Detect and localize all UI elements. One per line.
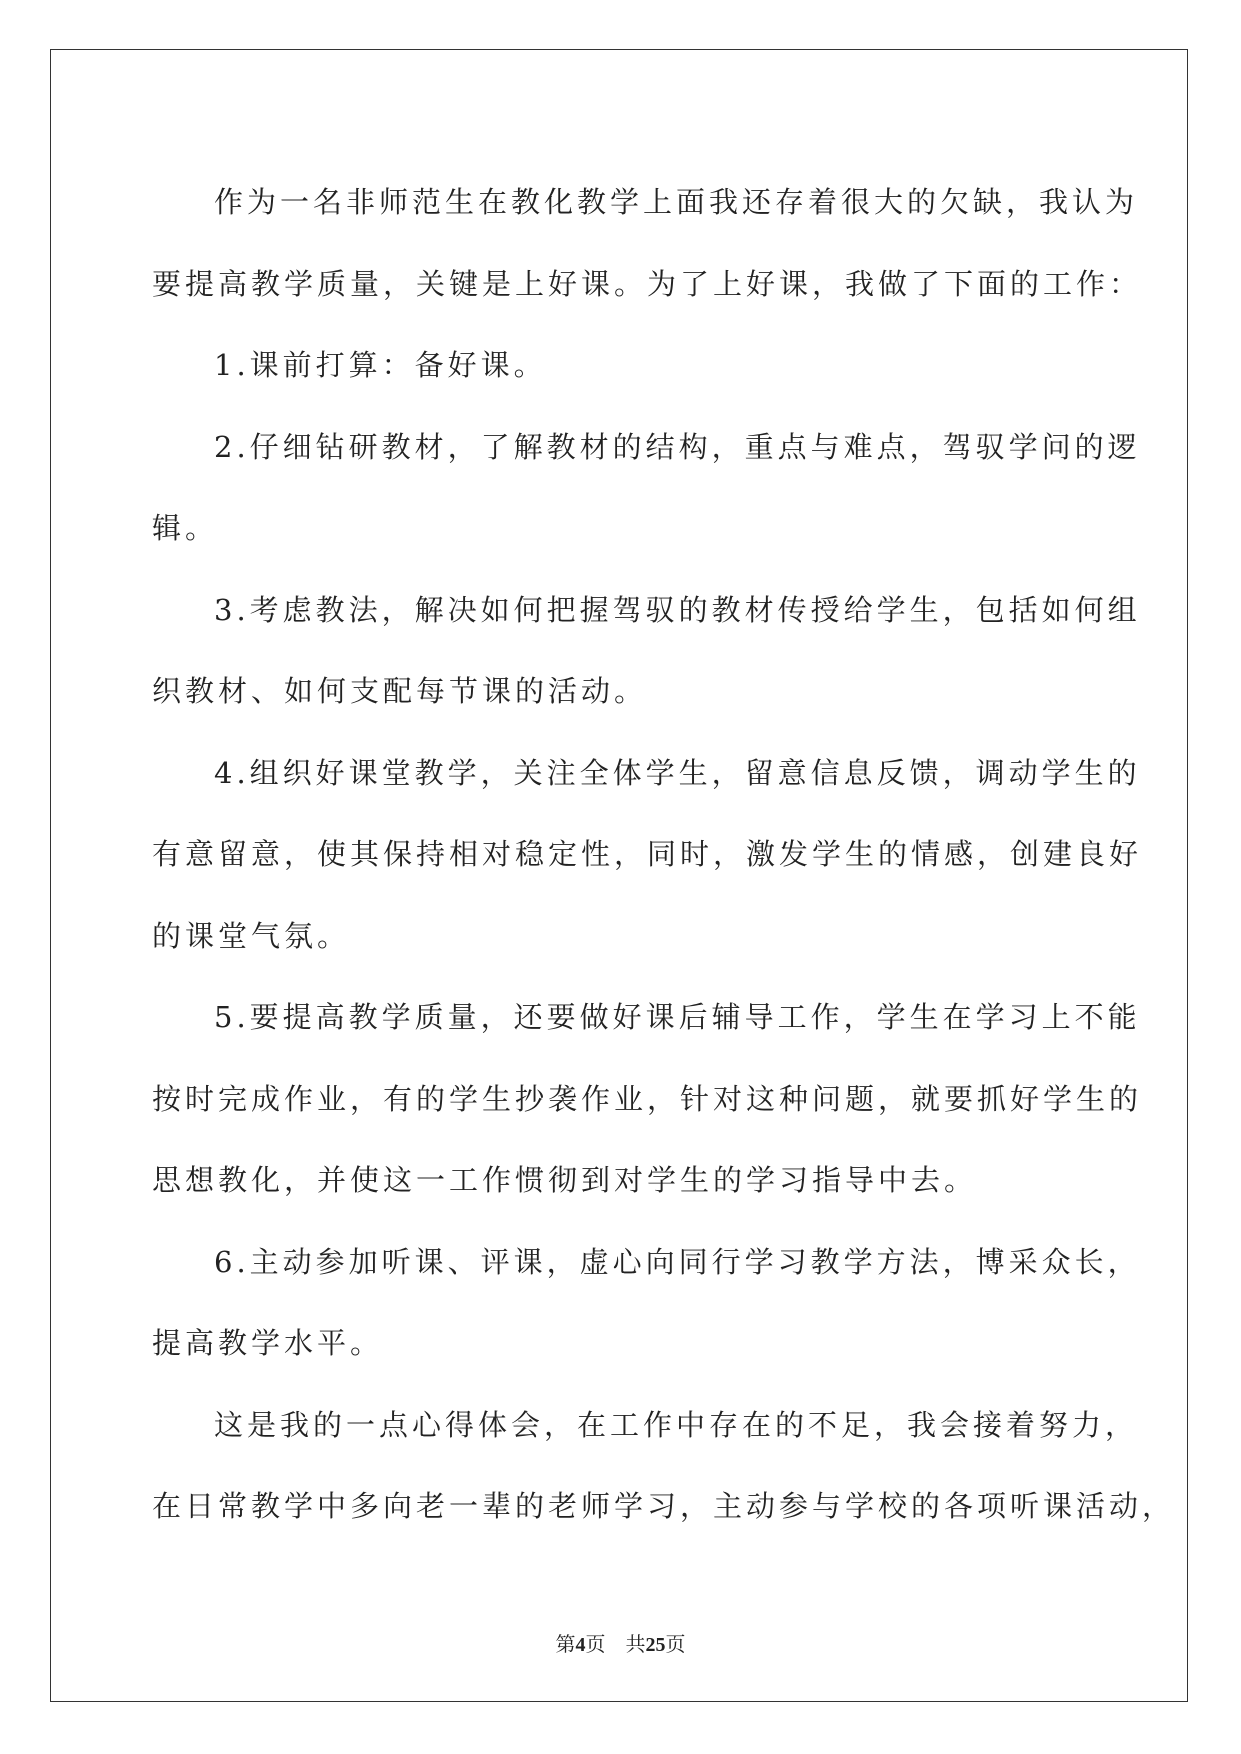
text-line: 4.组织好课堂教学，关注全体学生，留意信息反馈，调动学生的 (214, 755, 1141, 790)
text-line: 在日常教学中多向老一辈的老师学习，主动参与学校的各项听课活动， (152, 1489, 1176, 1523)
text-line: 作为一名非师范生在教化教学上面我还存着很大的欠缺，我认为 (214, 185, 1139, 219)
text-line: 有意留意，使其保持相对稳定性，同时，激发学生的情感，创建良好 (152, 837, 1143, 871)
total-pages: 25 (645, 1634, 666, 1656)
text-line: 的课堂气氛。 (152, 918, 351, 953)
text-line: 6.主动参加听课、评课，虚心向同行学习教学方法，博采众长， (214, 1244, 1141, 1279)
text-line: 这是我的一点心得体会，在工作中存在的不足，我会接着努力， (214, 1407, 1139, 1442)
page-number: 4 (575, 1634, 586, 1656)
text-line: 织教材、如何支配每节课的活动。 (152, 674, 648, 708)
text-line: 提高教学水平。 (152, 1326, 384, 1360)
text-line: 1.课前打算：备好课。 (214, 348, 547, 382)
document-body (152, 162, 1176, 1548)
text-line: 思想教化，并使这一工作惯彻到对学生的学习指导中去。 (152, 1163, 978, 1197)
page-suffix: 页 (585, 1634, 606, 1656)
text-line: 辑。 (152, 511, 219, 545)
text-line: 要提高教学质量，关键是上好课。为了上好课，我做了下面的工作： (152, 266, 1143, 301)
total-prefix: 共 (625, 1634, 646, 1656)
page-prefix: 第 (555, 1634, 576, 1656)
page-footer (0, 1628, 1241, 1657)
text-line: 按时完成作业，有的学生抄袭作业，针对这种问题，就要抓好学生的 (152, 1081, 1143, 1116)
text-line: 2.仔细钻研教材，了解教材的结构，重点与难点，驾驭学问的逻 (214, 429, 1141, 464)
text-line: 5.要提高教学质量，还要做好课后辅导工作，学生在学习上不能 (214, 1000, 1141, 1034)
text-line: 3.考虑教法，解决如何把握驾驭的教材传授给学生，包括如何组 (214, 592, 1141, 627)
total-suffix: 页 (665, 1634, 686, 1656)
